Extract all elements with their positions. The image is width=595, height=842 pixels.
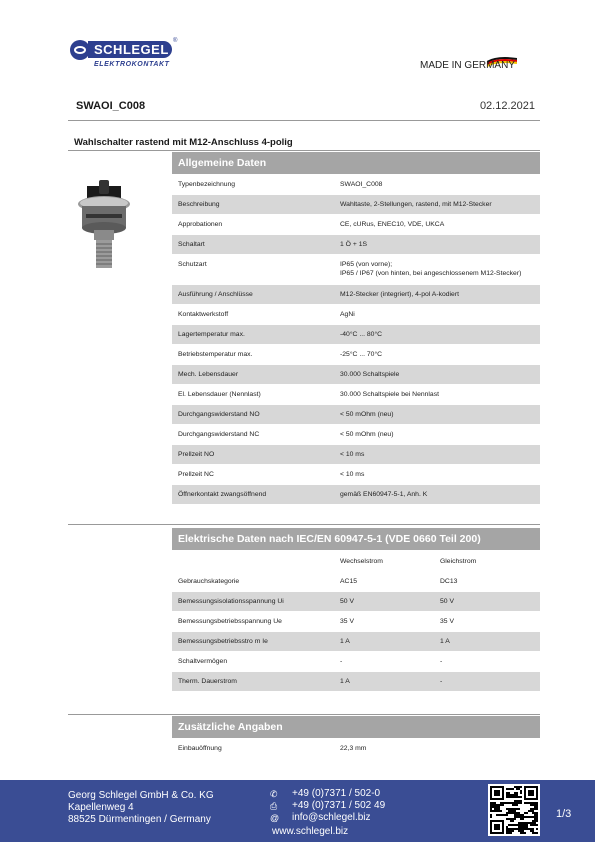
row-label: Lagertemperatur max. xyxy=(178,331,245,338)
row-value-ac: 35 V xyxy=(340,618,354,625)
phone-icon: ✆ xyxy=(270,789,278,799)
page-number: 1/3 xyxy=(556,808,572,820)
row-label: Ausführung / Anschlüsse xyxy=(178,291,253,298)
row-value-line: IP65 (von vorne); xyxy=(340,261,393,268)
row-label: Einbauöffnung xyxy=(178,745,222,752)
row-value xyxy=(340,311,355,318)
section-heading-electrical: Elektrische Daten nach IEC/EN 60947-5-1 (VDE 0660 Teil 200) xyxy=(172,528,540,550)
table-row xyxy=(172,405,540,424)
row-value-dc: 1 A xyxy=(440,638,450,645)
row-value-line: CE, cURus, ENEC10, VDE, UKCA xyxy=(340,221,445,228)
table-row xyxy=(172,215,540,234)
footer-fax: +49 (0)7371 / 502 49 xyxy=(292,800,386,811)
table-row xyxy=(172,195,540,214)
row-label: Betriebstemperatur max. xyxy=(178,351,253,358)
section-heading-general: Allgemeine Daten xyxy=(172,152,540,174)
row-value-line: -25°C ... 70°C xyxy=(340,351,383,358)
row-value-line: < 10 ms xyxy=(340,471,365,478)
table-row xyxy=(172,385,540,404)
row-value xyxy=(340,351,382,358)
section-heading-additional: Zusätzliche Angaben xyxy=(172,716,540,738)
row-label: Durchgangswiderstand NC xyxy=(178,431,260,438)
row-value-line: < 50 mOhm (neu) xyxy=(340,411,394,418)
table-row xyxy=(172,345,540,364)
table-header-row xyxy=(172,552,540,571)
logo-subtitle: ELEKTROKONTAKT xyxy=(94,61,170,68)
qr-code-icon[interactable] xyxy=(488,784,540,836)
row-value xyxy=(340,451,364,458)
row-label: Schutzart xyxy=(178,261,207,268)
row-label: Gebrauchskategorie xyxy=(178,578,240,585)
table-row xyxy=(172,445,540,464)
logo-text: SCHLEGEL xyxy=(94,42,169,57)
table-row xyxy=(172,425,540,444)
row-value xyxy=(340,201,492,208)
table-row xyxy=(172,592,540,611)
product-image xyxy=(72,178,136,278)
footer-street: Kapellenweg 4 xyxy=(68,802,134,813)
fax-icon: ⎙ xyxy=(270,801,278,811)
row-value-dc: DC13 xyxy=(440,578,458,585)
row-label: Bemessungsbetriebsspannung Ue xyxy=(178,618,282,625)
row-value xyxy=(340,371,399,378)
row-label: Schaltart xyxy=(178,241,205,248)
row-value-line: 30.000 Schaltspiele xyxy=(340,371,400,378)
table-row xyxy=(172,739,540,758)
row-label: Beschreibung xyxy=(178,201,220,208)
row-label: Mech. Lebensdauer xyxy=(178,371,239,378)
document-date: 02.12.2021 xyxy=(479,100,535,112)
row-value-line: gemäß EN60947-5-1, Anh. K xyxy=(340,491,428,498)
column-header-dc: Gleichstrom xyxy=(440,558,477,565)
row-value xyxy=(340,411,393,418)
table-row xyxy=(172,672,540,691)
row-value-ac: - xyxy=(340,658,343,665)
divider xyxy=(68,120,540,121)
table-row xyxy=(172,285,540,304)
made-in-germany: MADE IN GERMANY xyxy=(419,60,515,71)
row-label: Approbationen xyxy=(178,221,223,228)
table-row xyxy=(172,652,540,671)
row-value-ac: 1 A xyxy=(340,638,350,645)
row-value-line: 30.000 Schaltspiele bei Nennlast xyxy=(340,391,439,398)
row-value-line: SWAOI_C008 xyxy=(340,181,383,188)
row-value: 22,3 mm xyxy=(340,745,367,752)
row-label: El. Lebensdauer (Nennlast) xyxy=(178,391,261,398)
table-row xyxy=(172,485,540,504)
row-value xyxy=(340,431,393,438)
table-row xyxy=(172,612,540,631)
product-title: Wahlschalter rastend mit M12-Anschluss 4-polig xyxy=(74,137,293,148)
table-row xyxy=(172,572,540,591)
row-value-line: < 10 ms xyxy=(340,451,365,458)
footer-email[interactable]: info@schlegel.biz xyxy=(292,812,371,823)
table-row xyxy=(172,632,540,651)
row-label: Kontaktwerkstoff xyxy=(178,311,229,318)
table-row xyxy=(172,175,540,194)
row-label: Bemessungsisolationsspannung Ui xyxy=(178,598,284,605)
divider xyxy=(68,714,540,715)
row-value xyxy=(340,471,364,478)
row-value xyxy=(340,391,439,398)
table-row xyxy=(172,235,540,254)
row-label: Typenbezeichnung xyxy=(178,181,236,188)
divider xyxy=(68,524,540,525)
row-value xyxy=(340,291,459,298)
row-value-line: -40°C ... 80°C xyxy=(340,331,383,338)
logo-registered-mark: ® xyxy=(173,38,178,44)
row-value-dc: - xyxy=(440,658,443,665)
row-label: Therm. Dauerstrom xyxy=(178,678,237,685)
row-value-line: AgNi xyxy=(340,311,355,318)
row-value-line: M12-Stecker (integriert), 4-pol A-kodiert xyxy=(340,291,459,298)
footer-company: Georg Schlegel GmbH & Co. KG xyxy=(68,790,214,801)
row-value-dc: - xyxy=(440,678,443,685)
row-value-dc: 50 V xyxy=(440,598,454,605)
table-row xyxy=(172,305,540,324)
footer-website-link[interactable]: www.schlegel.biz xyxy=(272,826,349,837)
document-id: SWAOI_C008 xyxy=(76,100,146,112)
table-row xyxy=(172,465,540,484)
row-value-ac: 1 A xyxy=(340,678,350,685)
row-value-dc: 35 V xyxy=(440,618,454,625)
row-value xyxy=(340,331,382,338)
logo-emblem-icon xyxy=(70,40,90,60)
footer-city: 88525 Dürmentingen / Germany xyxy=(68,814,211,825)
row-value-line: Wahltaste, 2-Stellungen, rastend, mit M12-Stecker xyxy=(340,201,492,208)
row-value xyxy=(340,221,444,228)
divider xyxy=(68,150,540,151)
row-label: Bemessungsbetriebsstro m Ie xyxy=(178,638,268,645)
column-header-ac: Wechselstrom xyxy=(340,558,383,565)
row-label: Durchgangswiderstand NO xyxy=(178,411,260,418)
row-value xyxy=(340,241,367,248)
row-value-line: < 50 mOhm (neu) xyxy=(340,431,394,438)
row-value-line: 1 Ö + 1S xyxy=(340,241,368,248)
row-label: Prellzeit NC xyxy=(178,471,214,478)
row-label: Schaltvermögen xyxy=(178,658,228,665)
schlegel-logo xyxy=(70,38,180,72)
email-icon: @ xyxy=(270,813,280,823)
row-value-ac: AC15 xyxy=(340,578,358,585)
footer-phone[interactable]: +49 (0)7371 / 502-0 xyxy=(292,788,381,799)
row-value xyxy=(340,261,521,277)
row-value-line: IP65 / IP67 (von hinten, bei angeschlossenem M12-Stecker) xyxy=(340,270,522,277)
row-label: Öffnerkontakt zwangsöffnend xyxy=(178,491,267,498)
table-row xyxy=(172,255,540,285)
row-label: Prellzeit NO xyxy=(178,451,215,458)
row-value-ac: 50 V xyxy=(340,598,354,605)
table-row xyxy=(172,365,540,384)
row-value xyxy=(340,491,427,498)
table-row xyxy=(172,325,540,344)
row-value xyxy=(340,181,382,188)
